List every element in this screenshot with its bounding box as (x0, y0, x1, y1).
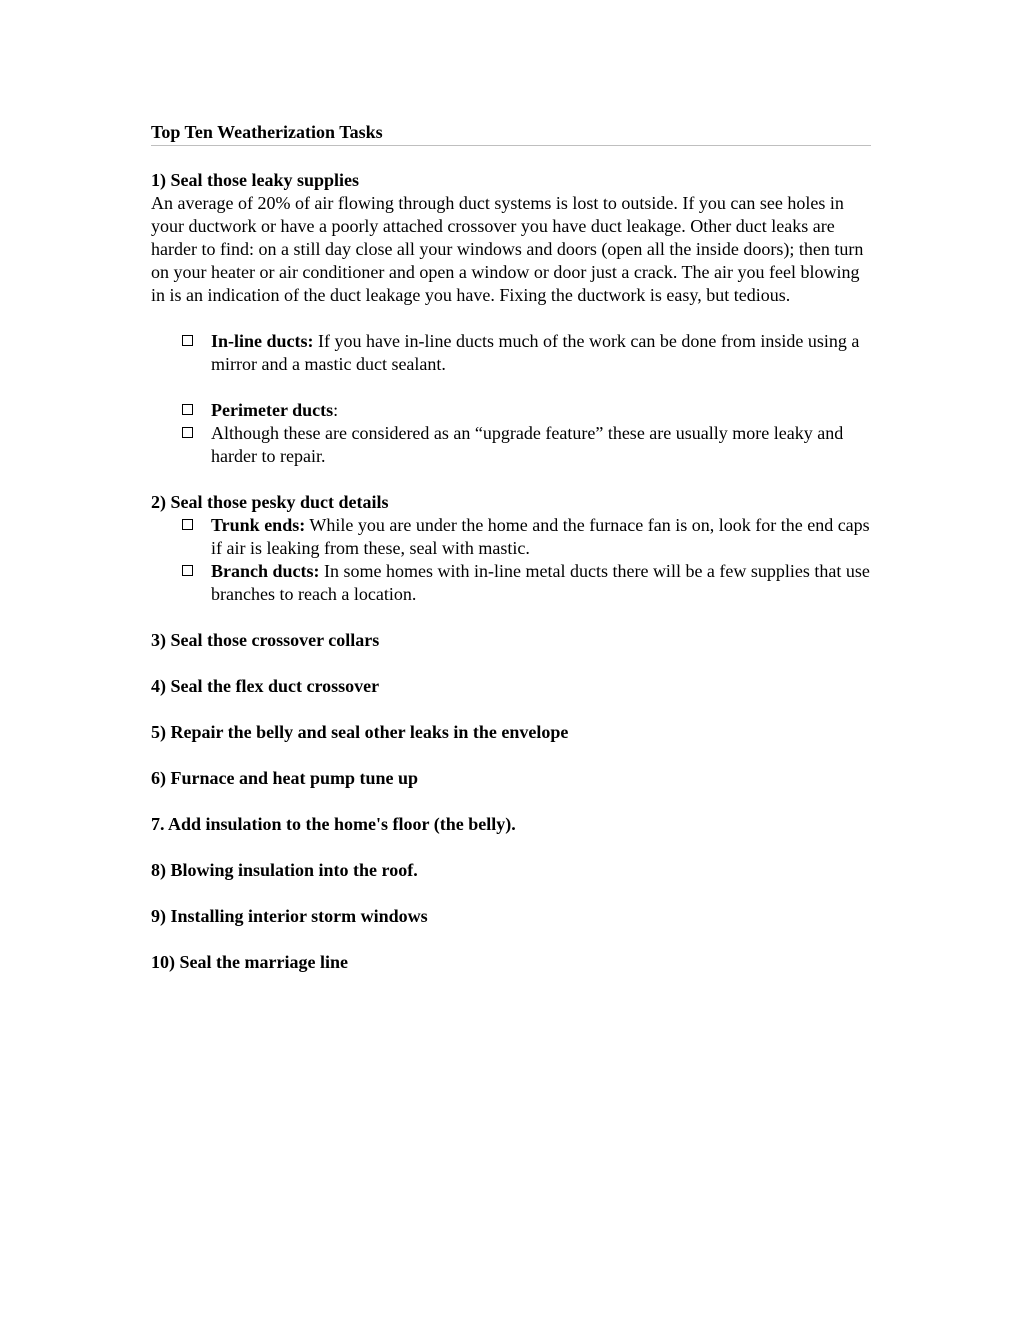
checkbox-icon (182, 427, 193, 438)
section-paragraph-1: An average of 20% of air flowing through duct systems is lost to outside. If you can see holes in your ductwork or have a poorly attached crossover you have duct leakage. Other duct leaks are harder to find: on a still day close all your windows and doors (open all the inside doors); then turn on your heater or air conditioner and open a window or door just a crack. The air you feel blowing in is an indication of the duct leakage you have. Fixing the ductwork is easy, but tedious. (151, 193, 864, 305)
checklist-item-text: While you are under the home and the furnace fan is on, look for the end caps if air is leaking from these, seal with mastic. (211, 515, 870, 558)
checkbox-icon (182, 565, 193, 576)
checklist-perimeter-ducts (151, 399, 871, 468)
section-heading-8: 8) Blowing insulation into the roof. (151, 860, 418, 880)
checkbox-icon (182, 404, 193, 415)
spacer (151, 790, 871, 813)
checklist-item-label: Trunk ends: (211, 515, 306, 535)
checklist-item-label: Perimeter ducts (211, 400, 334, 420)
spacer (151, 376, 871, 399)
document-page (151, 121, 871, 974)
checklist-item-text: : (333, 400, 339, 420)
section-heading-3: 3) Seal those crossover collars (151, 630, 380, 650)
document-title: Top Ten Weatherization Tasks (151, 121, 871, 146)
checklist-item (151, 560, 871, 606)
section-heading-2: 2) Seal those pesky duct details (151, 492, 389, 512)
checklist-item (151, 399, 871, 422)
checklist-item-text: In some homes with in-line metal ducts there will be a few supplies that use branches to reach a location. (211, 561, 870, 604)
spacer (151, 928, 871, 951)
checklist-item-label: In-line ducts: (211, 331, 314, 351)
spacer (151, 146, 871, 169)
section-heading-7: 7. Add insulation to the home's floor (the belly). (151, 814, 516, 834)
spacer (151, 882, 871, 905)
spacer (151, 698, 871, 721)
spacer (151, 468, 871, 491)
section-heading-1: 1) Seal those leaky supplies (151, 170, 360, 190)
checklist-item (151, 514, 871, 560)
spacer (151, 836, 871, 859)
checklist-item (151, 330, 871, 376)
spacer (151, 652, 871, 675)
section-heading-6: 6) Furnace and heat pump tune up (151, 768, 419, 788)
section-heading-9: 9) Installing interior storm windows (151, 906, 428, 926)
checkbox-icon (182, 335, 193, 346)
checklist-item-label: Branch ducts: (211, 561, 320, 581)
checklist-item-text: If you have in-line ducts much of the work can be done from inside using a mirror and a mastic duct sealant. (211, 331, 860, 374)
section-heading-10: 10) Seal the marriage line (151, 952, 348, 972)
section-heading-5: 5) Repair the belly and seal other leaks in the envelope (151, 722, 569, 742)
checkbox-icon (182, 519, 193, 530)
spacer (151, 606, 871, 629)
spacer (151, 744, 871, 767)
checklist-item (151, 422, 871, 468)
section-heading-4: 4) Seal the flex duct crossover (151, 676, 380, 696)
checklist-item-text: Although these are considered as an “upgrade feature” these are usually more leaky and harder to repair. (211, 423, 844, 466)
checklist-inline-ducts (151, 330, 871, 376)
checklist-duct-details (151, 514, 871, 606)
spacer (151, 307, 871, 330)
